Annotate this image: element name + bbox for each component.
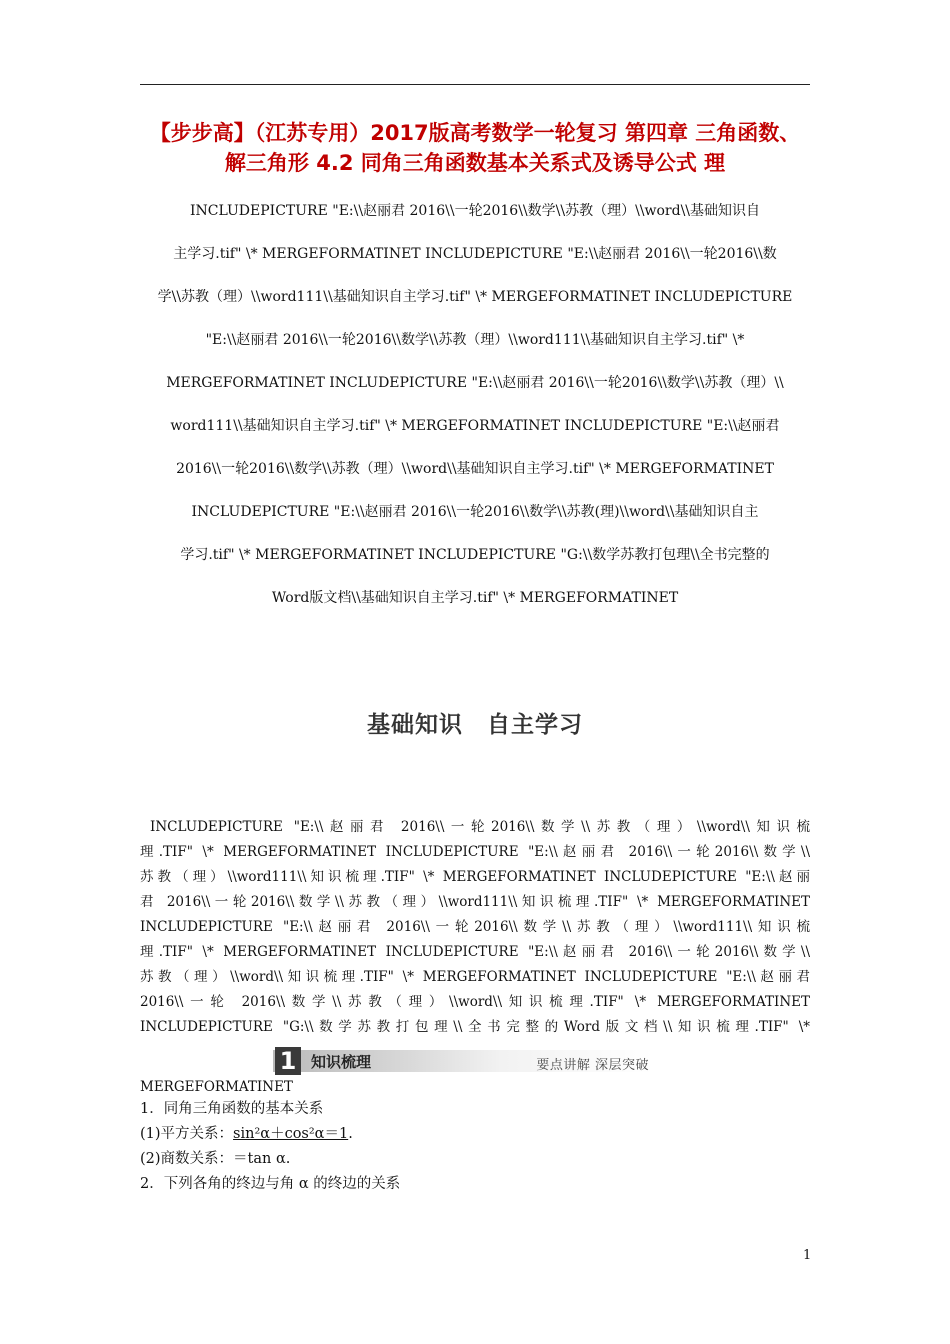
sub-1-prefix: (1)平方关系： <box>140 1126 234 1142</box>
section-heading <box>140 706 810 739</box>
banner-tagline: 要点讲解 深层突破 <box>536 1058 649 1073</box>
field-line: INCLUDEPICTURE "E:\\赵丽君 2016\\一轮2016\\数学\\苏教(理)\\word\\基础知识自主 <box>191 504 759 520</box>
field-line: INCLUDEPICTURE "E:\\赵丽君 2016\\一轮2016\\数学\\苏教（理）\\word\\基础知识自 <box>189 203 761 219</box>
field-line: Word版文档\\基础知识自主学习.tif" \* MERGEFORMATINET <box>271 590 679 606</box>
item-1-sub-2: (2)商数关系：＝tan α. <box>140 1151 291 1167</box>
title-line-1: 【步步高】（江苏专用）2017版高考数学一轮复习 第四章 三角函数、 <box>149 121 801 145</box>
section-heading-right: 自主学习 <box>487 712 583 738</box>
field-tail-text: MERGEFORMATINET <box>140 1079 293 1095</box>
knowledge-field-paragraph <box>140 815 810 1040</box>
para-line: 理.TIF" \* MERGEFORMATINET INCLUDEPICTURE "E:\\赵丽君 2016\\一轮2016\\数学\\ <box>140 844 810 860</box>
sub-1-suffix: . <box>348 1126 353 1142</box>
field-line: "E:\\赵丽君 2016\\一轮2016\\数学\\苏教（理）\\word111\\基础知识自主学习.tif" \* <box>205 332 745 348</box>
title-line-2: 解三角形 4.2 同角三角函数基本关系式及诱导公式 理 <box>224 151 726 175</box>
knowledge-summary-banner <box>273 1047 653 1075</box>
para-line: 苏教（理）\\word111\\知识梳理.TIF" \* MERGEFORMATINET INCLUDEPICTURE "E:\\赵丽 <box>140 869 810 885</box>
section-heading-left: 基础知识 <box>367 712 463 738</box>
para-line: 苏教（理）\\word\\知识梳理.TIF" \* MERGEFORMATINET INCLUDEPICTURE "E:\\赵丽君 <box>140 969 810 985</box>
para-line: 理.TIF" \* MERGEFORMATINET INCLUDEPICTURE "E:\\赵丽君 2016\\一轮2016\\数学\\ <box>140 944 810 960</box>
para-line: 君 2016\\一轮2016\\数学\\苏教（理）\\word111\\知识梳理.TIF" \* MERGEFORMATINET <box>140 894 810 910</box>
document-title <box>140 118 810 178</box>
item-2-heading: 2．下列各角的终边与角 α 的终边的关系 <box>140 1176 401 1192</box>
banner-number-badge: 1 <box>275 1047 301 1075</box>
sub-1-formula: sin²α＋cos²α＝1 <box>233 1126 349 1142</box>
field-line: 学\\苏教（理）\\word111\\基础知识自主学习.tif" \* MERGEFORMATINET INCLUDEPICTURE <box>157 289 793 305</box>
para-line: INCLUDEPICTURE "E:\\赵丽君 2016\\一轮2016\\数学\\苏教（理）\\word\\知识梳 <box>150 819 810 835</box>
field-line: MERGEFORMATINET INCLUDEPICTURE "E:\\赵丽君 2016\\一轮2016\\数学\\苏教（理）\\ <box>166 375 784 391</box>
main-content <box>140 1097 400 1197</box>
header-rule <box>140 84 810 85</box>
para-line: INCLUDEPICTURE "E:\\赵丽君 2016\\一轮2016\\数学\\苏教（理）\\word111\\知识梳 <box>140 919 810 935</box>
banner-label: 知识梳理 <box>311 1053 372 1071</box>
field-line: word111\\基础知识自主学习.tif" \* MERGEFORMATINET INCLUDEPICTURE "E:\\赵丽君 <box>170 418 780 434</box>
para-line: 2016\\一轮 2016\\数学\\苏教（理）\\word\\知识梳理.TIF" \* MERGEFORMATINET <box>140 994 810 1010</box>
field-line: 2016\\一轮2016\\数学\\苏教（理）\\word\\基础知识自主学习.tif" \* MERGEFORMATINET <box>176 461 774 477</box>
para-line: INCLUDEPICTURE "G:\\数学苏教打包理\\全书完整的Word版文档\\知识梳理.TIF" \* <box>140 1019 810 1035</box>
field-line: 主学习.tif" \* MERGEFORMATINET INCLUDEPICTURE "E:\\赵丽君 2016\\一轮2016\\数 <box>173 246 777 262</box>
page-number: 1 <box>803 1248 812 1263</box>
item-1-heading: 1．同角三角函数的基本关系 <box>140 1101 324 1117</box>
item-1-sub-1 <box>140 1122 400 1147</box>
field-line: 学习.tif" \* MERGEFORMATINET INCLUDEPICTURE "G:\\数学苏教打包理\\全书完整的 <box>180 547 770 563</box>
includepicture-field-block <box>140 190 810 620</box>
